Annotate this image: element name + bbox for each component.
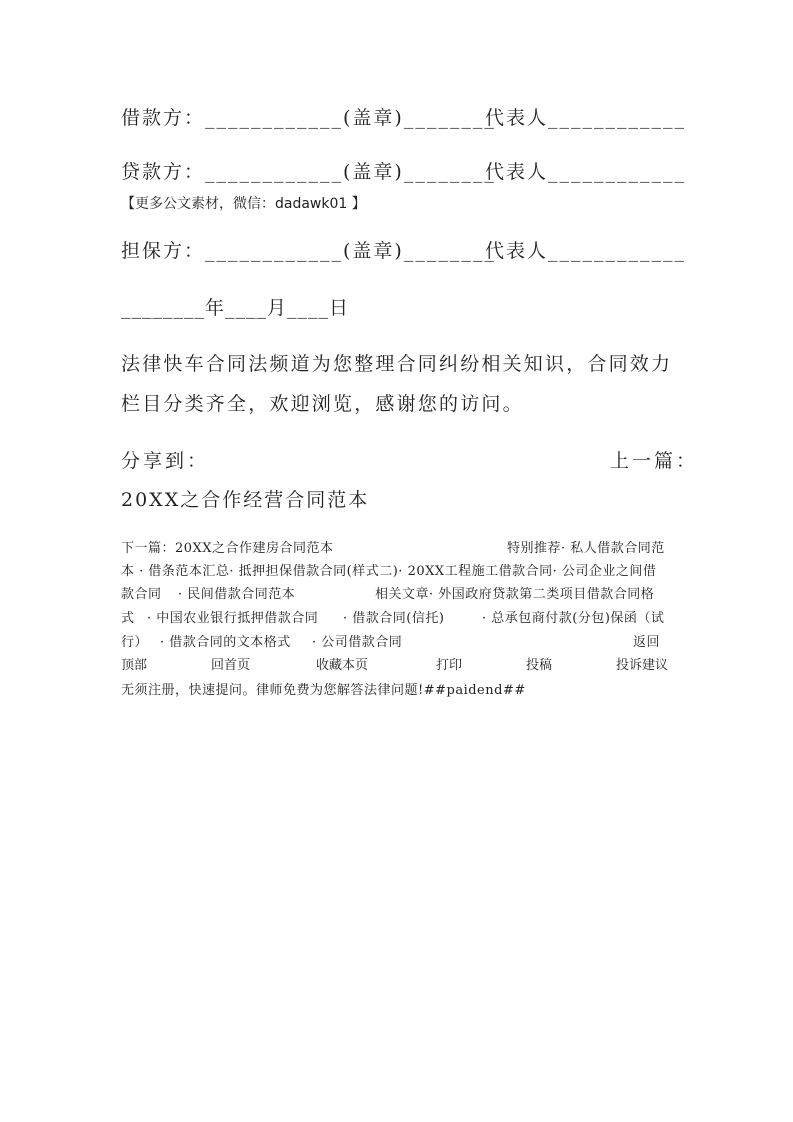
borrower-rep: 代表人____________ xyxy=(485,107,687,129)
guarantor-signature-line xyxy=(121,236,687,266)
nav-home[interactable]: 回首页 xyxy=(211,658,251,673)
lender-signature-line xyxy=(121,157,687,187)
related-articles-link[interactable]: 相关文章· 外国政府贷款第二类项目借款合同格 xyxy=(375,587,655,602)
share-label[interactable]: 分享到： xyxy=(121,450,210,472)
link-company-loan[interactable]: · 公司借款合同 xyxy=(312,635,403,650)
borrower-signature-line xyxy=(121,103,687,133)
lender-label: 贷款方：____________(盖章)________ xyxy=(121,161,496,183)
nav-complaint[interactable]: 投诉建议 xyxy=(616,658,669,673)
next-article-link[interactable]: 下一篇：20XX之合作建房合同范本 xyxy=(121,541,334,556)
link-format[interactable]: 式 xyxy=(121,611,135,626)
link-private-loan[interactable]: · 民间借款合同范本 xyxy=(178,587,296,602)
link-trial[interactable]: 行） xyxy=(121,635,149,650)
guarantor-label: 担保方：____________(盖章)________ xyxy=(121,240,496,262)
lender-rep: 代表人____________ xyxy=(485,161,687,183)
related-links-row-2[interactable]: 本 · 借条范本汇总· 抵押担保借款合同(样式二)· 20XX工程施工借款合同· 公司企业之间借 xyxy=(121,564,657,579)
prev-article-link[interactable]: 20XX之合作经营合同范本 xyxy=(121,489,370,511)
nav-top[interactable]: 顶部 xyxy=(121,658,148,673)
featured-link[interactable]: 特别推荐· 私人借款合同范 xyxy=(507,541,665,556)
link-guarantee[interactable]: · 总承包商付款(分包)保函（试 xyxy=(482,611,665,626)
nav-print[interactable]: 打印 xyxy=(436,658,463,673)
borrower-label: 借款方：____________(盖章)________ xyxy=(121,107,496,129)
link-abc-mortgage[interactable]: · 中国农业银行抵押借款合同 xyxy=(147,611,319,626)
nav-bookmark[interactable]: 收藏本页 xyxy=(316,658,369,673)
promo-text: 【更多公文素材，微信：dadawk01 】 xyxy=(121,196,366,212)
guarantor-rep: 代表人____________ xyxy=(485,240,687,262)
date-line: ________年____月____日 xyxy=(121,297,350,319)
footer-text: 无须注册，快速提问。律师免费为您解答法律问题!##paidend## xyxy=(121,683,526,698)
link-text-format[interactable]: · 借款合同的文本格式 xyxy=(160,635,291,650)
prev-article-label: 上一篇： xyxy=(610,450,699,472)
back-link[interactable]: 返回 xyxy=(633,635,661,650)
link-trust-loan[interactable]: · 借款合同(信托) xyxy=(343,611,445,626)
link-loan-contract[interactable]: 款合同 xyxy=(121,587,162,602)
nav-submit[interactable]: 投稿 xyxy=(526,658,553,673)
intro-line-2: 栏目分类齐全，欢迎浏览，感谢您的访问。 xyxy=(121,393,524,415)
intro-line-1: 法律快车合同法频道为您整理合同纠纷相关知识，合同效力 xyxy=(121,353,673,375)
